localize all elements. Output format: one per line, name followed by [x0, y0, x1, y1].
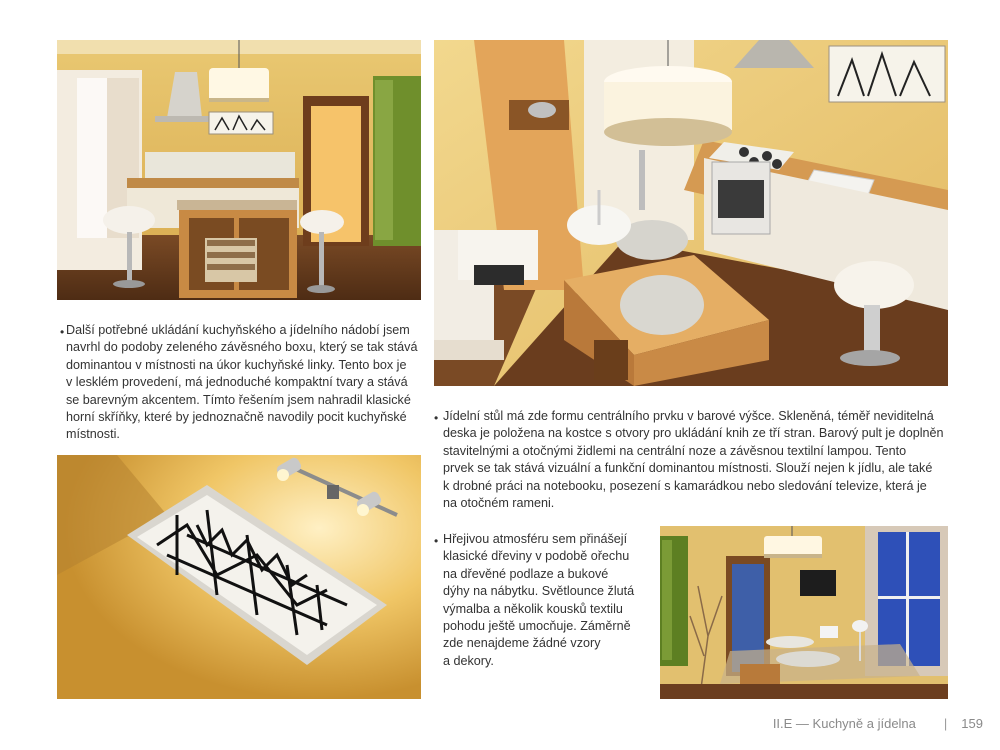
text-line: pohodu ještě umocňuje. Záměrně: [443, 619, 631, 634]
text-line: klasické dřeviny v podobě ořechu: [443, 549, 630, 564]
text-line: na otočném rameni.: [443, 496, 555, 511]
text-line: horní skříňky, které by jednoznačně navodily pocit kuchyňské: [66, 410, 407, 425]
page-footer: [773, 716, 983, 731]
page-number: 159: [961, 716, 983, 731]
text-line: stavitelnými a otočnými židlemi na centrální noze a závěsnou textilní lampou. Tento: [443, 443, 907, 458]
bullet-storage-box: •: [60, 325, 65, 339]
text-line: se barevným akcentem. Tímto řešením jsem nahradil klasické: [66, 392, 411, 407]
text-line: na dřevěné podlaze a bukové: [443, 566, 609, 581]
paragraph-dining-table: [443, 408, 944, 512]
text-line: Další potřebné ukládání kuchyňského a jídelního nádobí jsem: [66, 323, 410, 337]
text-line: a dekory.: [443, 653, 494, 668]
text-line: deska je položena na kostce s otvory pro ukládání knih ze tří stran. Barový pult je doplněn: [443, 426, 944, 441]
text-line: místnosti.: [66, 427, 120, 442]
bullet-dining-table: •: [434, 411, 439, 425]
living-room-window-photo: [660, 526, 948, 699]
text-line: v lesklém provedení, má jednoduché kompaktní tvary a stává: [66, 375, 408, 390]
bullet-atmosphere: •: [434, 534, 439, 548]
text-line: k drobné práci na notebooku, posezení s kamarádkou nebo sledování televize, která je: [443, 478, 927, 493]
text-line: navrhl do podoby zeleného závěsného boxu, který se tak stává: [66, 340, 418, 355]
dining-table-topview-photo: [434, 40, 948, 386]
text-line: prvek se tak stává vizuální a funkční dominantou místnosti. Slouží nejen k jídlu, ale také: [443, 461, 933, 476]
text-line: Jídelní stůl má zde formu centrálního prvku v barové výšce. Skleněná, téměř neviditelná: [443, 409, 934, 423]
paragraph-atmosphere: [443, 531, 634, 670]
text-line: Hřejivou atmosféru sem přinášejí: [443, 532, 628, 546]
footer-separator: |: [943, 716, 948, 731]
text-line: dýhy na nábytku. Světlounce žlutá: [443, 584, 635, 599]
text-line: zde nenajdeme žádné vzory: [443, 636, 601, 651]
kitchen-overview-photo: [57, 40, 421, 300]
section-title: II.E — Kuchyně a jídelna: [772, 716, 916, 731]
text-line: výmalba a několik kousků textilu: [443, 601, 623, 616]
paragraph-storage-box: [66, 322, 417, 444]
wall-art-spotlights-photo: [57, 455, 421, 699]
text-line: dominantou v místnosti na úkor kuchyňské linky. Tento box je: [66, 357, 407, 372]
